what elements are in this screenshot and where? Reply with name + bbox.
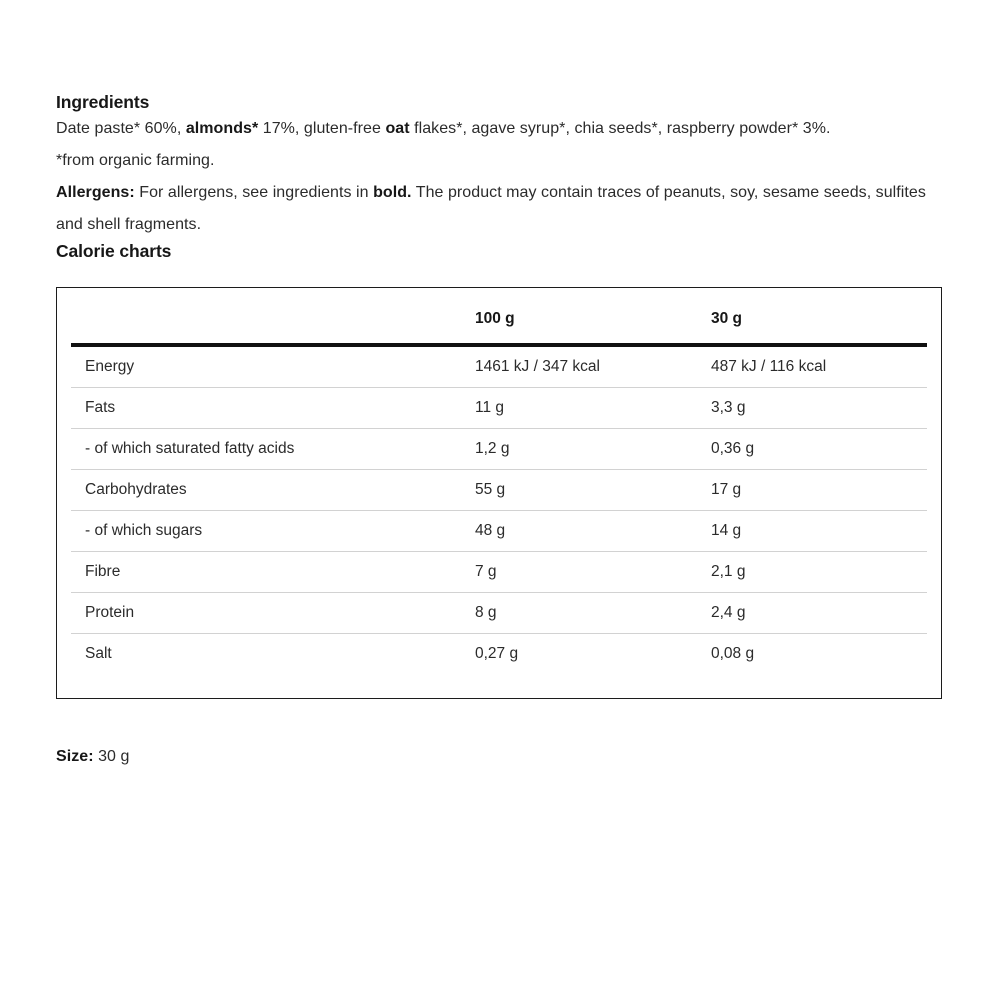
- table-row: [71, 552, 927, 593]
- nutrition-table-head: [71, 310, 927, 345]
- organic-farming-note: *from organic farming.: [56, 152, 215, 169]
- emphasized-text: bold.: [373, 184, 412, 201]
- plain-text: 17%, gluten-free: [258, 120, 386, 137]
- emphasized-text: oat: [385, 120, 410, 137]
- cell-per-30g: 0,08 g: [711, 645, 755, 662]
- cell-per-100g: 1,2 g: [475, 429, 711, 470]
- column-header-30g: 30 g: [711, 310, 743, 327]
- nutrition-header-row: [71, 310, 927, 345]
- calorie-charts-heading: Calorie charts: [56, 241, 172, 261]
- cell-per-30g: 2,1 g: [711, 552, 927, 593]
- table-row: [71, 634, 927, 675]
- cell-per-30g: 487 kJ / 116 kcal: [711, 345, 927, 388]
- nutrition-table-body: [71, 345, 927, 674]
- cell-per-100g: 55 g: [475, 470, 711, 511]
- allergens-body: [56, 184, 926, 233]
- nutrition-table-container: [56, 287, 942, 699]
- nutrition-table: [71, 310, 927, 674]
- ingredients-text: [56, 113, 931, 145]
- emphasized-text: almonds*: [185, 120, 259, 137]
- plain-text: For allergens, see ingredients in: [134, 184, 374, 201]
- plain-text: The product may contain traces of peanuts, soy, sesame seeds, sulfites and shell fragments.: [56, 184, 926, 233]
- cell-per-30g: 2,4 g: [711, 593, 927, 634]
- content-column: [56, 92, 944, 766]
- cell-nutrient-name: - of which sugars: [71, 511, 475, 552]
- plain-text: Date paste* 60%,: [56, 120, 186, 137]
- table-row: [71, 511, 927, 552]
- ingredients-heading: Ingredients: [56, 92, 150, 112]
- table-row: [71, 470, 927, 511]
- table-row: [71, 429, 927, 470]
- plain-text: flakes*, agave syrup*, chia seeds*, raspberry powder* 3%.: [409, 120, 831, 137]
- table-row: [71, 345, 927, 388]
- cell-per-100g: 7 g: [475, 552, 711, 593]
- cell-per-30g: 0,36 g: [711, 429, 927, 470]
- cell-per-100g: 8 g: [475, 593, 711, 634]
- size-line: [56, 748, 944, 766]
- cell-per-100g: 0,27 g: [475, 645, 519, 662]
- cell-per-100g: 11 g: [475, 388, 711, 429]
- cell-per-30g: 17 g: [711, 470, 927, 511]
- size-label: Size:: [56, 748, 94, 765]
- cell-nutrient-name: Fibre: [71, 552, 475, 593]
- cell-per-100g: 48 g: [475, 511, 711, 552]
- cell-nutrient-name: Carbohydrates: [71, 470, 475, 511]
- column-header-nutrient: [71, 310, 475, 345]
- table-row: [71, 593, 927, 634]
- cell-nutrient-name: Salt: [85, 645, 112, 662]
- cell-per-30g: 3,3 g: [711, 388, 927, 429]
- cell-nutrient-name: Fats: [71, 388, 475, 429]
- cell-per-30g: 14 g: [711, 511, 927, 552]
- allergens-text: [56, 177, 946, 241]
- cell-nutrient-name: Energy: [71, 345, 475, 388]
- allergens-label: Allergens:: [56, 184, 135, 201]
- column-header-100g: 100 g: [475, 310, 515, 327]
- size-value: 30 g: [98, 748, 130, 765]
- cell-per-100g: 1461 kJ / 347 kcal: [475, 345, 711, 388]
- table-row: [71, 388, 927, 429]
- cell-nutrient-name: - of which saturated fatty acids: [71, 429, 475, 470]
- cell-nutrient-name: Protein: [71, 593, 475, 634]
